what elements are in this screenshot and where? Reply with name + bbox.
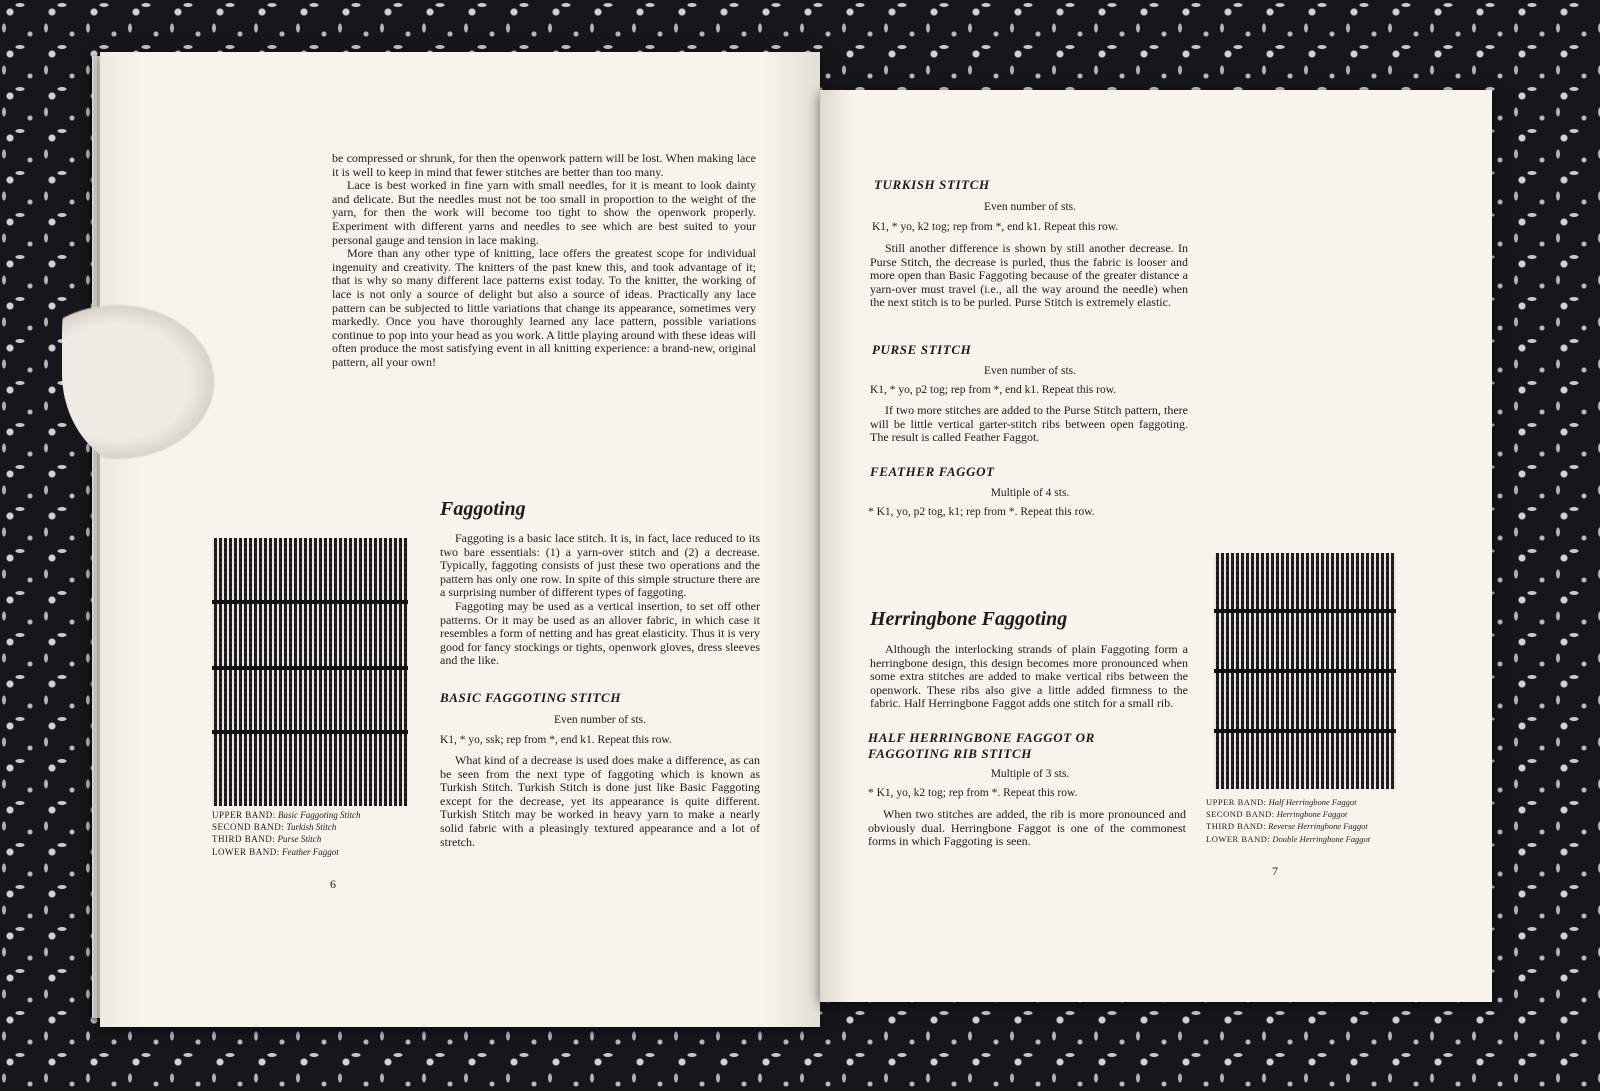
basic-instruction: K1, * yo, ssk; rep from *, end k1. Repeat this row. — [440, 734, 672, 746]
faggoting-paragraph: Faggoting is a basic lace stitch. It is, in fact, lace reduced to its two bare essentials: (1) a yarn-over stitch and (2) a decrease. Typically, faggoting consists of just these two operations and the pattern has only one row. In spite of this simple structure there are a surprising number of different types of faggoting. — [440, 531, 760, 600]
swatch-photo-right — [1214, 553, 1396, 789]
caption-line: SECOND BAND: Herringbone Faggot — [1206, 809, 1348, 820]
intro-paragraph: be compressed or shrunk, for then the openwork pattern will be lost. When making lace it is well to keep in mind that fewer stitches are better than too many. — [332, 151, 756, 179]
turkish-instruction: K1, * yo, k2 tog; rep from *, end k1. Repeat this row. — [872, 221, 1119, 233]
turkish-heading: TURKISH STITCH — [874, 177, 990, 192]
heading-line: HALF HERRINGBONE FAGGOT OR — [868, 730, 1095, 745]
caption-line: UPPER BAND: Basic Faggoting Stitch — [212, 810, 361, 820]
right-page — [820, 90, 1492, 1002]
intro-text — [332, 152, 756, 370]
page-number-right: 7 — [1272, 864, 1278, 878]
purse-paragraph: If two more stitches are added to the Purse Stitch pattern, there will be little vertical garter-stitch ribs between open faggoting. The result is called Feather Faggot. — [870, 403, 1188, 445]
herringbone-text — [870, 643, 1188, 711]
herringbone-paragraph: Although the interlocking strands of plain Faggoting form a herringbone design, this design becomes more pronounced when some extra stitches are added to make vertical ribs between the openwork. These ribs also give a little added firmness to the fabric. Half Herringbone Faggot adds one stitch for a small rib. — [870, 642, 1188, 711]
left-caption — [212, 809, 412, 858]
purse-stitch-count: Even number of sts. — [984, 365, 1076, 377]
basic-faggoting-heading: BASIC FAGGOTING STITCH — [440, 690, 622, 705]
open-book — [92, 52, 1512, 1027]
caption-line: THIRD BAND: Reverse Herringbone Faggot — [1206, 821, 1368, 832]
feather-stitch-count: Multiple of 4 sts. — [990, 487, 1070, 499]
basic-stitch-count: Even number of sts. — [554, 714, 646, 726]
swatch-photo-left — [212, 538, 408, 806]
heading-line: FAGGOTING RIB STITCH — [868, 746, 1032, 761]
basic-text — [440, 754, 760, 849]
intro-paragraph: More than any other type of knitting, lace offers the greatest scope for individual ingenuity and creativity. The knitters of the past knew this, and took advantage of it; that is why so many different lace patterns exist today. To the knitter, the working of lace is not only a source of delight but also a source of ideas. Practically any lace pattern can be subjected to little variations that change its appearance, sometimes very markedly. Once you have thoroughly learned any lace pattern, possible variations continue to pop into your head as you work. A little playing around with these ideas will often produce the most satisfying event in all knitting experience: a brand-new, original pattern, all your own! — [332, 246, 756, 369]
caption-line: LOWER BAND: Feather Faggot — [212, 846, 339, 857]
turkish-text — [870, 242, 1188, 310]
caption-line: SECOND BAND: Turkish Stitch — [212, 822, 337, 833]
half-herringbone-heading — [868, 730, 1095, 762]
half-paragraph: When two stitches are added, the rib is more pronounced and obviously dual. Herringbone Faggot is one of the commonest forms in which Faggoting is seen. — [868, 807, 1186, 849]
page-number-left: 6 — [330, 877, 336, 891]
purse-heading: PURSE STITCH — [872, 342, 972, 357]
half-stitch-count: Multiple of 3 sts. — [990, 768, 1070, 780]
basic-paragraph: What kind of a decrease is used does make a difference, as can be seen from the next type of faggoting which is known as Turkish Stitch. Turkish Stitch is done just like Basic Faggoting except for the decrease, yet its appearance is quite different. Turkish Stitch may be worked in heavy yarn to make a nearly solid fabric with a pleasingly textured appearance and a lot of stretch. — [440, 753, 760, 849]
right-caption — [1206, 796, 1416, 845]
faggoting-text — [440, 532, 760, 668]
purse-instruction: K1, * yo, p2 tog; rep from *, end k1. Repeat this row. — [870, 384, 1117, 396]
turkish-stitch-count: Even number of sts. — [984, 201, 1076, 213]
caption-line: LOWER BAND: Double Herringbone Faggot — [1206, 833, 1371, 844]
half-text — [868, 808, 1186, 849]
feather-instruction: * K1, yo, p2 tog, k1; rep from *. Repeat this row. — [868, 506, 1095, 518]
feather-heading: FEATHER FAGGOT — [870, 464, 995, 479]
intro-paragraph: Lace is best worked in fine yarn with small needles, for it is meant to look dainty and delicate. But the needles must not be too small in proportion to the weight of the yarn, for then the work will become too tight to show the openwork properly. Experiment with different yarns and needles to see which are best suited to your personal gauge and tension in lace making. — [332, 178, 756, 247]
left-page — [100, 52, 820, 1027]
caption-line: UPPER BAND: Half Herringbone Faggot — [1206, 797, 1357, 807]
faggoting-paragraph: Faggoting may be used as a vertical insertion, to set off other patterns. Or it may be used as an allover fabric, in which case it resembles a form of netting and has great elasticity. Thus it is very good for fancy stockings or tights, openwork gloves, dress sleeves and the like. — [440, 598, 760, 668]
herringbone-title: Herringbone Faggoting — [870, 608, 1068, 630]
caption-line: THIRD BAND: Purse Stitch — [212, 834, 322, 845]
section-title: Faggoting — [440, 498, 526, 520]
half-instruction: * K1, yo, k2 tog; rep from *. Repeat this row. — [868, 787, 1078, 799]
turkish-paragraph: Still another difference is shown by still another decrease. In Purse Stitch, the decrease is purled, thus the fabric is looser and more open than Basic Faggoting because of the greater distance a yarn-over must travel (i.e., all the way around the needle) when the next stitch is to be purled. Purse Stitch is extremely elastic. — [870, 241, 1188, 310]
purse-text — [870, 404, 1188, 445]
